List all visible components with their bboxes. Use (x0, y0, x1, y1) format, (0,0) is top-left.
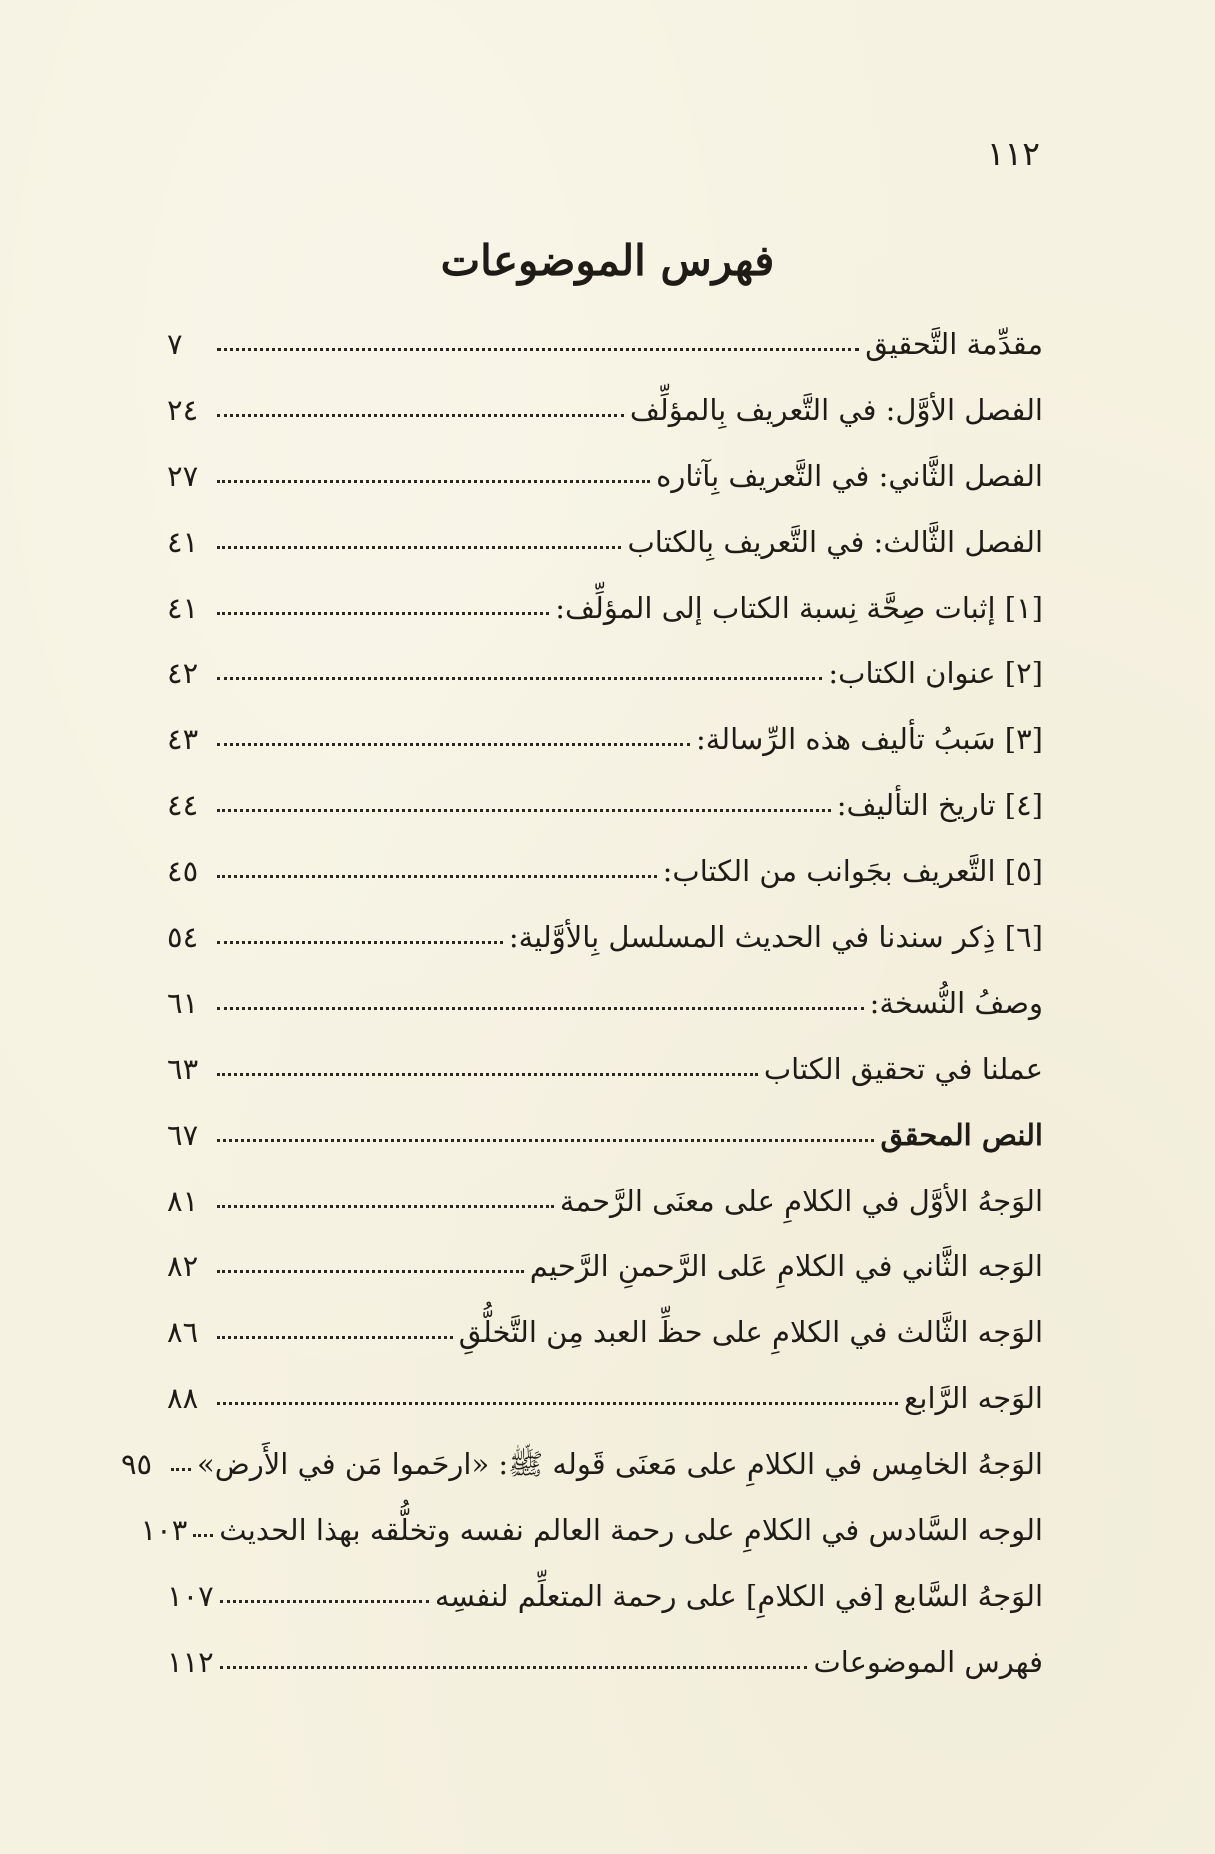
dot-leader (217, 544, 621, 549)
toc-entry-label: الوَجهُ السَّابع [في الكلامِ] على رحمة المتعلِّم لنفسِه (434, 1578, 1043, 1613)
toc-entry-page: ٢٤ (167, 392, 199, 427)
toc-entry-label: مقدِّمة التَّحقيق (865, 327, 1043, 361)
toc-entry (167, 524, 1043, 594)
toc-entry-label: [٤] تاريخ التأليف: (836, 788, 1043, 823)
toc-entry-page: ٤٥ (167, 854, 199, 889)
toc-entry-label: الوجه السَّادس في الكلامِ على رحمة العالم نفسه وتخلُّقه بهذا الحديث (219, 1513, 1043, 1548)
dot-leader (217, 478, 650, 483)
dot-leader (217, 346, 859, 351)
toc-entry (167, 1117, 1043, 1187)
toc-entry (120, 1447, 1043, 1516)
toc-entry (167, 1051, 1043, 1121)
dot-leader (193, 1532, 213, 1537)
toc-entry-page: ٦٧ (167, 1117, 199, 1152)
toc-entry-label: وصفُ النُّسخة: (869, 985, 1043, 1020)
toc-entry-label: عملنا في تحقيق الكتاب (763, 1051, 1043, 1086)
toc-entry-label: الفصل الأوَّل: في التَّعريف بِالمؤلِّف (629, 392, 1043, 427)
toc-entry-page: ٥٤ (167, 920, 199, 955)
toc-entry (167, 1644, 1043, 1714)
toc-entry-page: ٧ (167, 327, 183, 361)
toc-entry (167, 985, 1043, 1055)
toc-entry-label: [٣] سَببُ تأليف هذه الرِّسالة: (695, 722, 1043, 757)
toc-entry (167, 1315, 1043, 1384)
toc-entry (167, 590, 1043, 660)
dot-leader (171, 1466, 191, 1471)
toc-entry-page: ١٠٧ (167, 1578, 214, 1613)
toc-entry-label: الوَجه الرَّابع (903, 1381, 1043, 1416)
toc-entry-label: [٦] ذِكر سندنا في الحديث المسلسل بِالأوَّلية: (508, 920, 1043, 955)
dot-leader (220, 1598, 429, 1603)
dot-leader (217, 1268, 524, 1273)
dot-leader (217, 610, 549, 615)
toc-entry-page: ٩٥ (120, 1447, 153, 1482)
toc-entry-page: ١١٢ (167, 1644, 214, 1679)
toc-entry-page: ٦١ (167, 985, 199, 1020)
dot-leader (217, 939, 503, 944)
dot-leader (217, 1071, 758, 1076)
toc-entry (167, 1249, 1043, 1318)
toc-entry-label: [٥] التَّعريف بجَوانب من الكتاب: (662, 854, 1043, 889)
dot-leader (217, 675, 822, 680)
toc-entry-page: ٨٨ (167, 1381, 199, 1416)
toc-entry (167, 327, 1043, 396)
toc-entry-page: ٢٧ (167, 458, 199, 493)
toc-entry (167, 854, 1043, 923)
toc-entry (167, 656, 1043, 725)
toc-entry-page: ٤١ (167, 590, 199, 625)
toc-entry-label: الفصل الثَّالث: في التَّعريف بِالكتاب (627, 524, 1043, 559)
toc-entry-page: ٤١ (167, 524, 199, 559)
dot-leader (217, 1334, 453, 1339)
dot-leader (217, 807, 831, 812)
dot-leader (217, 1005, 864, 1010)
dot-leader (217, 873, 657, 878)
toc-entry-page: ١٠٣ (140, 1513, 188, 1548)
toc-entry-page: ٨١ (167, 1183, 199, 1218)
dot-leader (217, 741, 690, 746)
toc-entry-page: ٨٦ (167, 1315, 199, 1350)
toc-entry (167, 722, 1043, 791)
toc-entry-page: ٨٢ (167, 1249, 199, 1284)
toc-entry-label: الفصل الثَّاني: في التَّعريف بِآثاره (656, 458, 1043, 493)
toc-entry-page: ٤٤ (167, 788, 199, 823)
toc-entry (167, 458, 1043, 528)
toc-title: فهرس الموضوعات (440, 236, 775, 285)
page-number: ١١٢ (986, 134, 1040, 173)
toc-entry-label: الوَجه الثَّاني في الكلامِ عَلى الرَّحمنِ الرَّحيم (529, 1249, 1043, 1284)
toc-entry (140, 1513, 1043, 1582)
toc-entry (167, 1578, 1043, 1648)
toc-entry-page: ٤٣ (167, 722, 199, 757)
toc-entry-page: ٦٣ (167, 1051, 199, 1086)
dot-leader (217, 1203, 554, 1208)
toc-entry-page: ٤٢ (167, 656, 199, 691)
toc-entry (167, 788, 1043, 857)
toc-entry (167, 920, 1043, 989)
dot-leader (217, 1400, 898, 1405)
toc-entry (167, 1381, 1043, 1450)
toc-list (120, 327, 1043, 1714)
toc-entry-label: الوَجهُ الخامِس في الكلامِ على مَعنَى قَوله ﷺ: «ارحَموا مَن في الأَرض» (196, 1447, 1043, 1482)
toc-entry-label: [٢] عنوان الكتاب: (828, 656, 1043, 691)
toc-entry-label: فهرس الموضوعات (813, 1644, 1043, 1679)
toc-entry-label: الوَجهُ الأوَّل في الكلامِ على معنَى الرَّحمة (559, 1183, 1043, 1218)
dot-leader (217, 412, 624, 417)
toc-entry-label: [١] إثبات صِحَّة نِسبة الكتاب إلى المؤلِّف: (555, 590, 1043, 625)
dot-leader (217, 1137, 874, 1142)
dot-leader (220, 1664, 808, 1669)
toc-entry (167, 392, 1043, 462)
toc-entry-label: النص المحقق (880, 1117, 1043, 1152)
toc-entry (167, 1183, 1043, 1253)
toc-entry-label: الوَجه الثَّالث في الكلامِ على حظِّ العبد مِن التَّخلُّقِ (458, 1315, 1043, 1350)
